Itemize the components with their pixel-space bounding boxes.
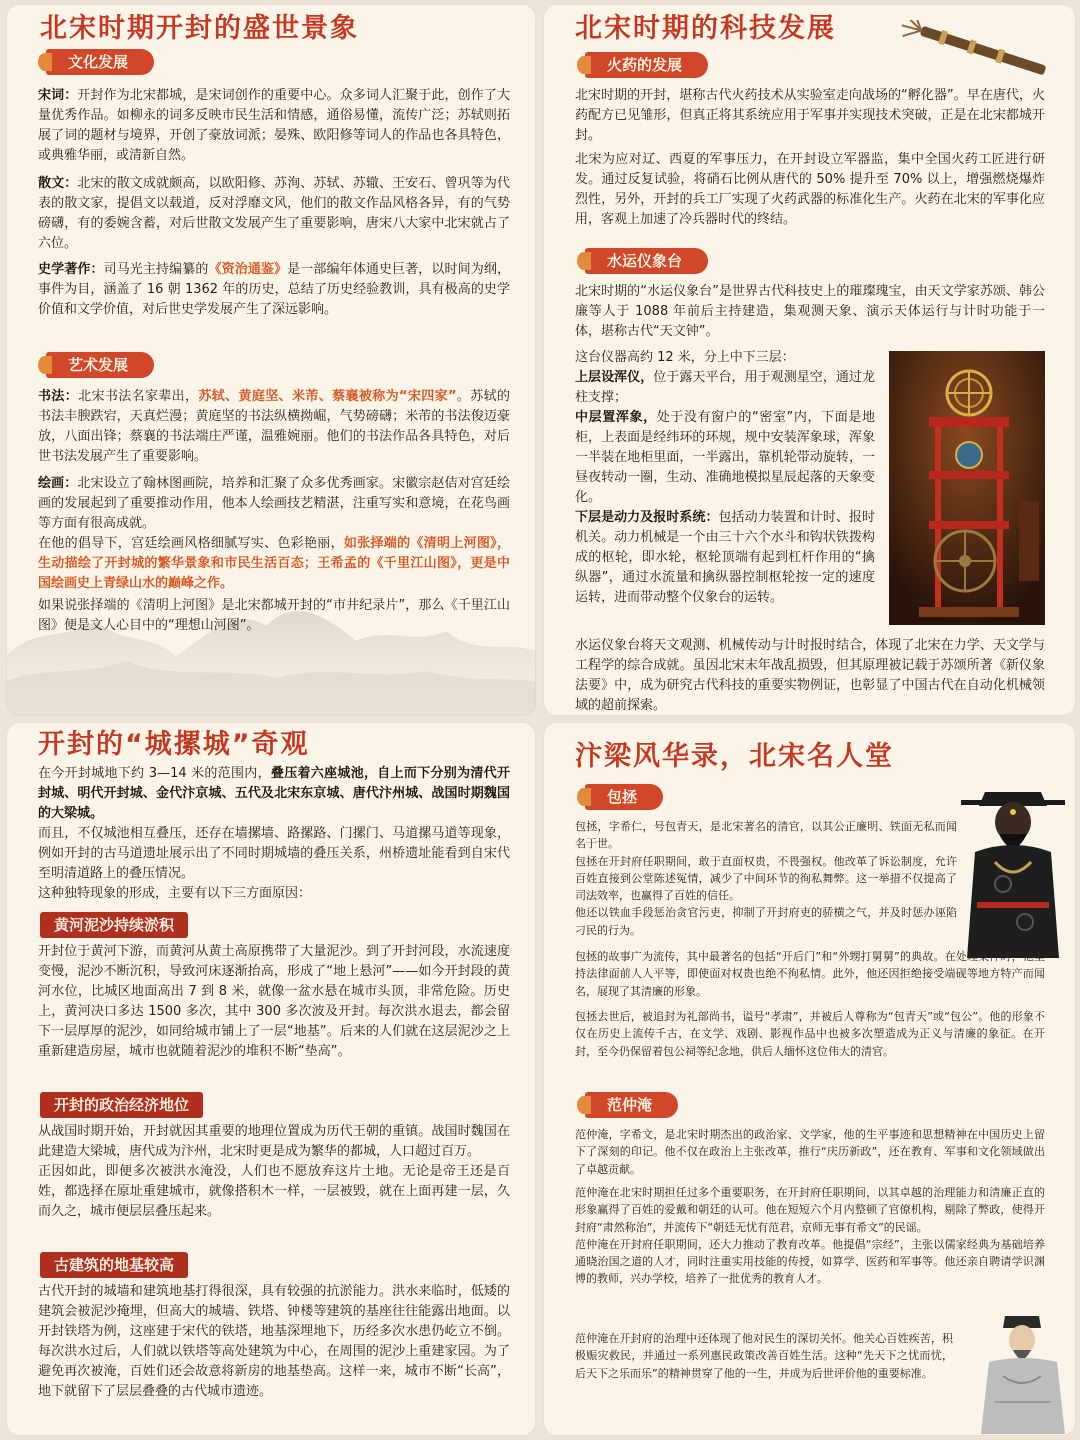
paragraph-shixue — [38, 260, 510, 320]
paragraph-foundation: 古代开封的城墙和建筑地基打得很深，具有较强的抗淤能力。洪水来临时，低矮的建筑会被泥沙掩埋，但高大的城墙、铁塔、钟楼等建筑的基座往往能露出地面。以开封铁塔为例，这座建于宋代的铁塔，地基深埋地下，历经多次水患仍屹立不倒。每次洪水过后，人们就以铁塔等高处建筑为中心，在周围的泥沙上重建家园。为了避免再次被淹，百姓们还会故意将新房的地基垫高。这样一来，城市不断“长高”，地下就留下了层层叠叠的古代城市遗迹。 — [38, 1284, 510, 1399]
celebrities-panel — [543, 722, 1076, 1436]
paragraph-intro-3: 这种独特现象的形成，主要有以下三方面原因： — [38, 886, 312, 901]
paragraph-closing: 如果说张择端的《清明上河图》是北宋都城开封的“市井纪录片”，那么《千里江山图》便是文人心目中的“理想山河图”。 — [38, 598, 510, 633]
label-huihua: 绘画： — [38, 476, 78, 491]
label-upper: 上层设浑仪， — [575, 370, 654, 385]
text-lower: 包括动力装置和计时、报时机关。动力机械是一个由三十六个水斗和钩状铁拨构成的枢轮，即水轮，枢轮顶端有起到杠杆作用的“擒纵器”，通过水流量和擒纵器控制枢轮按一定的速度运转，进而带动整个仪象台的运转。 — [575, 510, 875, 605]
paragraph-shufa — [38, 387, 510, 467]
paragraph-sanwen — [38, 174, 510, 254]
paragraph-bao-zheng-2: 包拯的故事广为流传，其中最著名的包括“开后门”和“外甥打舅舅”的典故。在处理案件时，他坚持法律面前人人平等，即使面对权贵也绝不徇私情。此外，他还因拒绝接受端砚等地方特产而闻名，展现了其清廉的形象。 — [575, 950, 1045, 998]
paragraph-intro-2: 而且，不仅城池相互叠压，还存在墙摞墙、路摞路、门摞门、马道摞马道等现象，例如开封的古马道遗址展示出了不同时期城墙的叠压关系，州桥遗址能看到自宋代至明清道路上的叠压情况。 — [38, 826, 510, 881]
text-intro-bold: 叠压着六座城池，自上而下分别为清代开封城、明代开封城、金代汴京城、五代及北宋东京城、唐代汴州城、战国时期魏国的大梁城。 — [38, 766, 510, 821]
text-levels-intro: 这台仪器高约 12 米，分上中下三层： — [575, 350, 795, 365]
paragraph-tichang — [38, 534, 510, 594]
section-badge-yellow-river: 黄河泥沙持续淤积 — [40, 912, 188, 938]
fan-zhongyan-portrait — [975, 1306, 1071, 1434]
section-badge-culture: 文化发展 — [46, 49, 154, 75]
label-shixue: 史学著作： — [38, 262, 104, 277]
highlight-paintings: 如张择端的《清明上河图》，生动描绘了开封城的繁华景象和市民生活百态；王希孟的《千里江山图》，更是中国绘画史上青绿山水的巅峰之作。 — [38, 536, 510, 591]
page-title: 开封的“城摞城”奇观 — [38, 729, 310, 760]
text-shufa-pre: 北宋书法名家辈出， — [78, 389, 199, 404]
culture-panel — [6, 4, 536, 716]
paragraph-bao-zheng-1: 包拯，字希仁，号包青天，是北宋著名的清官，以其公正廉明、铁面无私而闻名于世。 包拯在开封府任职期间，敢于直面权贵，不畏强权。他改革了诉讼制度，允许百姓直接到公堂陈述冤情，减少了中间环节的徇私舞弊。这一举措不仅提高了司法效率，也赢得了百姓的信任。 他还以铁血手段惩治贪官污吏，抑制了开封府吏的骄横之气，并及时惩办诬陷刁民的行为。 — [575, 820, 957, 937]
text-huihua: 北宋设立了翰林图画院，培养和汇聚了众多优秀画家。宋徽宗赵佶对宫廷绘画的发展起到了重要推动作用，他本人绘画技艺精湛，注重写实和意境，在花鸟画等方面有很高成就。 — [38, 476, 510, 531]
paragraph-three-levels — [575, 348, 875, 608]
highlight-song-four-masters: 苏轼、黄庭坚、米芾、蔡襄被称为“宋四家” — [198, 389, 457, 404]
label-lower: 下层是动力及报时系统： — [575, 510, 719, 525]
text-ci: 开封作为北宋都城，是宋词创作的重要中心。众多词人汇聚于此，创作了大量优秀作品。如柳永的词多反映市民生活和情感，通俗易懂，流传广泛；苏轼则拓展了词的题材与境界，开创了豪放词派；晏殊、欧阳修等词人的作品也各具特色，或典雅华丽，或清新自然。 — [38, 88, 510, 163]
text-intro-pre: 在今开封城地下约 3—14 米的范围内， — [38, 766, 271, 781]
city-layers-panel — [6, 722, 536, 1436]
highlight-zizhitongjian: 《资治通鉴》 — [208, 262, 288, 277]
paragraph-huihua — [38, 474, 510, 534]
bao-zheng-portrait — [955, 772, 1071, 962]
section-badge-shuiyun: 水运仪象台 — [585, 248, 708, 274]
paragraph-shuiyun-intro: 北宋时期的“水运仪象台”是世界古代科技史上的璀璨瑰宝，由天文学家苏颂、韩公廉等人于 1088 年前后主持建造，集观测天象、演示天体运行与计时功能于一体，堪称古代“天文钟”。 — [575, 284, 1045, 339]
paragraph-shuiyun-end: 水运仪象台将天文观测、机械传动与计时报时结合，体现了北宋在力学、天文学与工程学的综合成就。虽因北宋末年战乱损毁，但其原理被记载于苏颂所著《新仪象法要》中，成为研究古代科技的重要实物例证，也彰显了中国古代在自动化机械领域的超前探索。 — [575, 638, 1045, 713]
label-shufa: 书法： — [38, 389, 79, 404]
section-badge-gunpowder: 火药的发展 — [585, 52, 708, 78]
page-title: 北宋时期开封的盛世景象 — [40, 13, 359, 44]
section-badge-fan-zhongyan: 范仲淹 — [585, 1092, 678, 1118]
paragraph-fan-zhongyan-3: 范仲淹在开封府的治理中还体现了他对民生的深切关怀。他关心百姓疾苦，积极赈灾救民，并通过一系列惠民政策改善百姓生活。这种“先天下之忧而忧，后天下之乐而乐”的精神贯穿了他的一生，并成为后世评价他的重要标准。 — [575, 1332, 953, 1380]
section-badge-bao-zheng: 包拯 — [585, 784, 663, 810]
text-sanwen: 北宋的散文成就颇高，以欧阳修、苏洵、苏轼、苏辙、王安石、曾巩等为代表的散文家，提倡文以载道，反对浮靡文风，他们的散文作品风格各异，有的气势磅礴，有的委婉含蓄，对后世散文发展产生了重要影响，唐宋八大家中北宋就占了六位。 — [38, 176, 510, 251]
section-badge-political-economic: 开封的政治经济地位 — [40, 1092, 203, 1118]
text-middle: 处于没有窗户的“密室”内，下面是地柜，上表面是经纬环的环规，规中安装浑象球，浑象一半装在地柜里面，一半露出，靠机轮带动旋转，一昼夜转动一圈，生动、准确地模拟星辰起落的天象变化。 — [575, 410, 875, 505]
page-title: 汴梁风华录，北宋名人堂 — [575, 741, 894, 772]
text-tichang-pre: 在他的倡导下，宫廷绘画风格细腻写实、色彩艳丽， — [38, 536, 344, 551]
paragraph-yellow-river: 开封位于黄河下游，而黄河从黄土高原携带了大量泥沙。到了开封河段，水流速度变慢，泥沙不断沉积，导致河床逐渐抬高，形成了“地上悬河”——如今开封段的黄河水位，比城区地面高出 7 到 8 米，就像一盆水悬在城市头顶，非常危险。历史上，黄河决口多达 1500 多次，其中 300 多次波及开封。每次洪水退去，都会留下一层厚厚的泥沙，如同给城市铺上了一层“地基”。后来的人们就在这层泥沙之上重新建造房屋，城市也就随着泥沙的堆积不断“垫高”。 — [38, 944, 510, 1059]
paragraph-bao-zheng-3: 包拯去世后，被追封为礼部尚书，谥号“孝肃”，并被后人尊称为“包青天”或“包公”。他的形象不仅在历史上流传千古，在文学、戏剧、影视作品中也被多次塑造成为正义与清廉的象征。在开封，至今仍保留着包公祠等纪念地，供后人缅怀这位伟大的清官。 — [575, 1010, 1045, 1058]
page-title: 北宋时期的科技发展 — [575, 13, 836, 44]
section-badge-art: 艺术发展 — [46, 352, 154, 378]
paragraph-fan-zhongyan-1: 范仲淹，字希文，是北宋时期杰出的政治家、文学家，他的生平事迹和思想精神在中国历史上留下了深刻的印记。他不仅在政治上主张改革，推行“庆历新政”，还在教育、军事和文化领域做出了卓越贡献。 — [575, 1128, 1045, 1176]
fire-lance-icon — [898, 20, 1058, 80]
technology-panel — [543, 4, 1076, 716]
text-upper: 位于露天平台，用于观测星空，通过龙柱支撑； — [575, 370, 875, 405]
text-shixue: 是一部编年体通史巨著，以时间为纲，事件为目，涵盖了 16 朝 1362 年的历史，总结了历史经验教训，具有极高的史学价值和文学价值，对后世史学发展产生了深远影响。 — [38, 262, 510, 317]
paragraph-political-economic: 从战国时期开始，开封就因其重要的地理位置成为历代王朝的重镇。战国时魏国在此建造大梁城，唐代成为汴州，北宋时更是成为繁华的都城，人口超过百万。 正因如此，即便多次被洪水淹没，人们也不愿放弃这片土地。无论是帝王还是百姓，都选择在原址重建城市，就像搭积木一样，一层被毁，就在上面再建一层，久而久之，城市便层层叠压起来。 — [38, 1124, 510, 1219]
section-badge-foundation: 古建筑的地基较高 — [40, 1252, 188, 1278]
label-ci: 宋词： — [38, 88, 78, 103]
text-shufa: 。苏轼的书法丰腴跌宕，天真烂漫；黄庭坚的书法纵横拗崛，气势磅礴；米芾的书法俊迈豪放，八面出锋；蔡襄的书法端庄严谨，温雅婉丽。他们的书法作品各具特色，对后世书法发展产生了重要影响。 — [38, 389, 510, 464]
paragraph-fan-zhongyan-2: 范仲淹在北宋时期担任过多个重要职务，在开封府任职期间，以其卓越的治理能力和清廉正直的形象赢得了百姓的爱戴和朝廷的认可。他在短短六个月内整顿了官僚机构，剔除了弊政，使得开封府“肃然称治”，并流传下“朝廷无忧有范君，京师无事有希文”的民谣。 范仲淹在开封府任职期间，还大力推动了教育改革。他提倡“宗经”，主张以儒家经典为基础培养通晓治国之道的人才，同时注重实用技能的传授，如算学、医药和军事等。他还亲自聘请学识渊博的教师，兴办学校，培养了一批优秀的教育人才。 — [575, 1186, 1045, 1286]
paragraph-ci — [38, 86, 510, 166]
paragraph-gunpowder-2: 北宋为应对辽、西夏的军事压力，在开封设立军器监，集中全国火药工匠进行研发。通过反复试验，将硝石比例从唐代的 50% 提升至 70% 以上，增强燃烧爆炸烈性，另外，开封的兵工厂实现了火药武器的标准化生产。火药在北宋的军事化应用，客观上加速了冷兵器时代的终结。 — [575, 152, 1045, 227]
paragraph-gunpowder-1: 北宋时期的开封，堪称古代火药技术从实验室走向战场的“孵化器”。早在唐代，火药配方已见雏形，但真正将其系统应用于军事并实现技术突破，正是在北宋都城开封。 — [575, 88, 1045, 143]
text-shixue-pre: 司马光主持编纂的 — [103, 262, 209, 277]
paragraph-intro — [38, 764, 510, 824]
water-clock-tower-photo — [889, 351, 1045, 625]
label-middle: 中层置浑象， — [575, 410, 657, 425]
label-sanwen: 散文： — [38, 176, 78, 191]
